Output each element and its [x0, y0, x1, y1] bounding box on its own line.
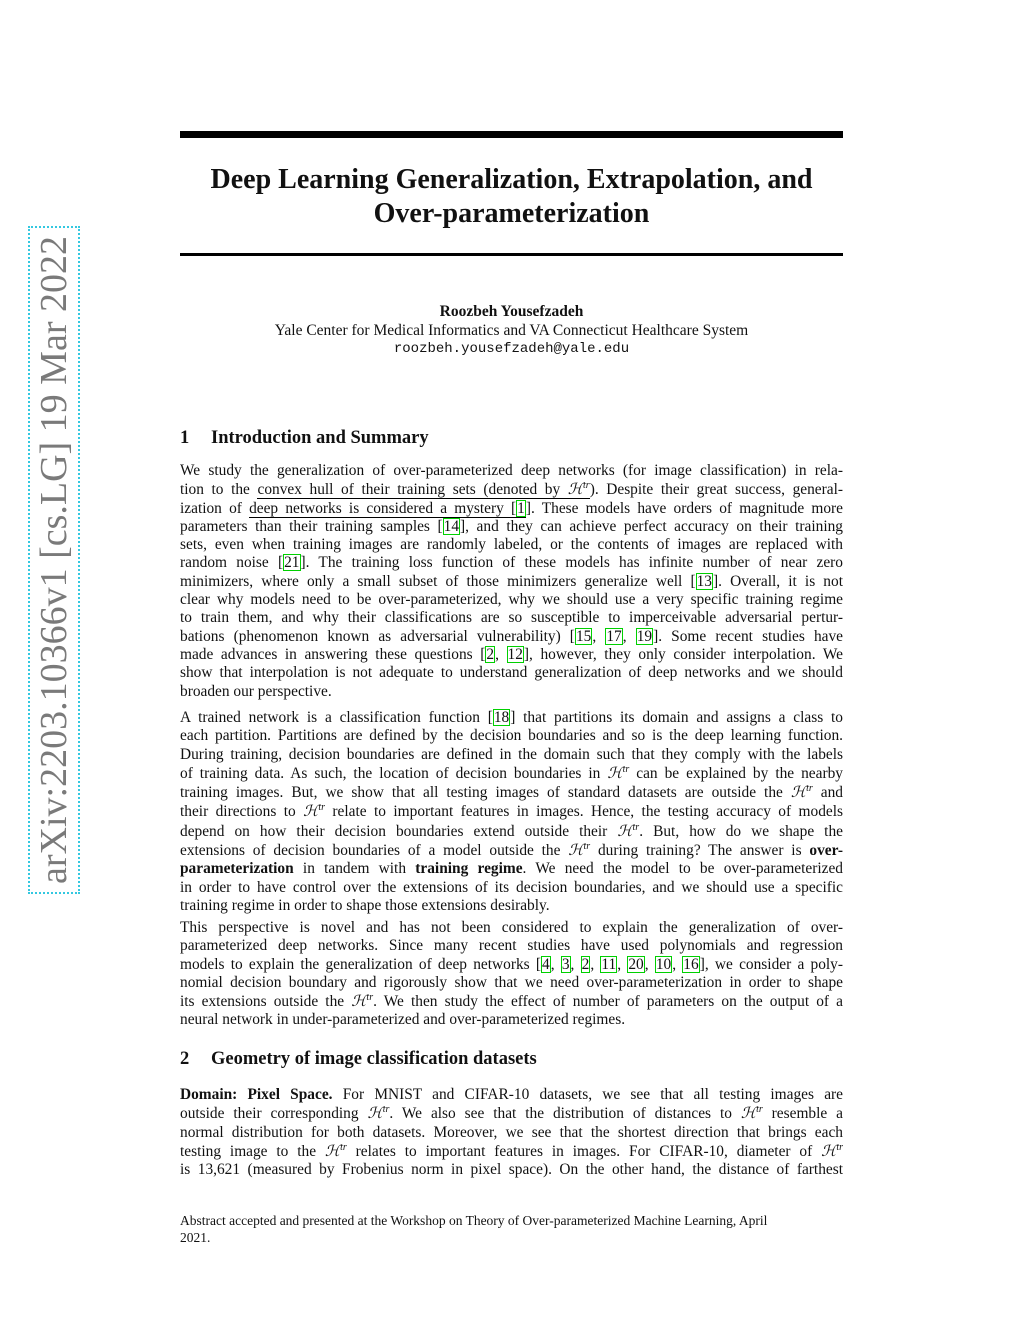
text-line: minimizers, where only a small subset of those minimizers generalize well [13]. Overall, it is not — [180, 572, 843, 590]
text-line: show that interpolation is not adequate to understand generalization of deep networks and we should — [180, 664, 843, 682]
hull-symbol: ℋ — [607, 763, 623, 782]
title-line-2: Over-parameterization — [373, 198, 650, 229]
section-title: Geometry of image classification datasets — [211, 1049, 537, 1069]
text-line: made advances in answering these questions [2, 12], however, they only consider interpolation. We — [180, 645, 843, 663]
text-line: This perspective is novel and has not been considered to explain the generalization of over- — [180, 919, 843, 936]
citation-link[interactable]: 17 — [606, 627, 622, 645]
author-email[interactable]: roozbeh.yousefzadeh@yale.edu — [393, 341, 630, 357]
paper-title — [180, 163, 843, 231]
text-line: training images. But, we show that all testing images of standard datasets are outside the ℋ$^{tr}$ and — [180, 783, 844, 802]
section-number: 2 — [180, 1049, 190, 1069]
author-block — [180, 302, 843, 359]
underlined-phrase: deep networks is considered a mystery [1 — [249, 499, 525, 517]
hull-symbol: ℋ — [568, 841, 584, 860]
citation-link[interactable]: 15 — [575, 627, 592, 645]
hull-symbol: ℋ — [351, 992, 367, 1011]
text-line: outside their corresponding ℋ$^{tr}$. We also see that the distribution of distances to ℋ$^{tr}$ resemble a — [180, 1104, 843, 1123]
citation-link[interactable]: 10 — [655, 955, 672, 973]
underlined-phrase: convex hull of their training sets (denoted by ℋ$^{tr}$ — [257, 480, 590, 499]
citation-link[interactable]: 20 — [628, 955, 644, 973]
text-line: A trained network is a classification function [18] that partitions its domain and assigns a class to — [180, 709, 843, 726]
footnote-line: Abstract accepted and presented at the Workshop on Theory of Over-parameterized Machine Learning, April — [180, 1213, 768, 1228]
hull-symbol: ℋ — [324, 1141, 341, 1160]
citation-link[interactable]: 14 — [443, 517, 460, 535]
citation-link[interactable]: 21 — [284, 554, 300, 572]
text-line: neural network in under-parameterized and over-parameterized regimes. — [180, 1011, 626, 1029]
text-line: nomial decision boundary and rigorously show that we need over-parameterization in order to shape — [180, 973, 843, 991]
text-line: broaden our perspective. — [180, 682, 332, 700]
citation-link[interactable]: 2 — [486, 645, 495, 663]
text-line: sets, even when training images are randomly labeled, or the contents of images are replaced with — [180, 536, 843, 554]
intro-paragraph-3 — [180, 919, 843, 1030]
text-line: random noise [21]. The training loss function of these models has infinite number of near zero — [180, 554, 843, 572]
text-line: normal distribution for both datasets. Moreover, we see that the shortest direction that brings each — [180, 1123, 843, 1141]
text-line: ization of deep networks is considered a mystery [1]. These models have orders of magnitude more — [180, 499, 843, 517]
footnote — [180, 1212, 843, 1246]
citation-group: 15, 17, 19 — [575, 627, 653, 645]
text-line: is 13,621 (measured by Frobenius norm in pixel space). On the other hand, the distance of farthest — [180, 1161, 843, 1179]
citation-link[interactable]: 16 — [683, 955, 699, 973]
hull-symbol: ℋ — [617, 821, 633, 840]
hull-symbol: ℋ — [740, 1104, 757, 1123]
text-line: During training, decision boundaries are defined in the domain such that they comply with the labels — [180, 745, 843, 763]
section-2-heading — [180, 1049, 537, 1070]
citation-link[interactable]: 12 — [507, 645, 523, 663]
citation-group: 2, 12 — [486, 645, 523, 663]
text-line: testing image to the ℋ$^{tr}$ relates to important features in images. For CIFAR-10, diameter of ℋ$^{tr}$ — [180, 1141, 843, 1160]
citation-link[interactable]: 2 — [581, 955, 590, 973]
text-line: training regime in order to shape those extensions desirably. — [180, 896, 550, 914]
citation-link[interactable]: 19 — [636, 627, 653, 645]
text-line: parameterization in tandem with training regime. We need the model to be over-parameterized — [180, 860, 844, 878]
title-bottom-rule — [180, 253, 843, 256]
section-title: Introduction and Summary — [211, 428, 429, 448]
hull-symbol: ℋ — [303, 802, 319, 821]
hull-symbol: ℋ — [790, 783, 807, 802]
section-1-heading — [180, 428, 429, 449]
text-line: parameterized deep networks. Since many recent studies have used polynomials and regression — [180, 937, 843, 955]
text-line: bations (phenomenon known as adversarial vulnerability) [15, 17, 19]. Some recent studies have — [180, 627, 843, 645]
intro-paragraph-1 — [180, 462, 843, 701]
hull-symbol: ℋ — [567, 480, 584, 499]
citation-link[interactable]: 4 — [542, 955, 550, 973]
text-line: tion to the convex hull of their training sets (denoted by ℋ$^{tr}$). Despite their great success, general- — [180, 480, 843, 499]
text-line: clear why models need to be over-parameterized, why we should use a very specific training regime — [180, 591, 843, 609]
section-number: 1 — [180, 428, 190, 448]
text-line: of training data. As such, the location of decision boundaries in ℋ$^{tr}$ can be explained by the nearby — [180, 763, 843, 782]
hull-symbol: ℋ — [821, 1141, 837, 1160]
citation-link[interactable]: 1 — [517, 499, 525, 517]
intro-paragraph-2 — [180, 709, 843, 915]
citation-link[interactable]: 18 — [493, 709, 510, 726]
text-line: models to explain the generalization of deep networks [4, 3, 2, 11, 20, 10, 16], we consider a poly- — [180, 955, 844, 973]
text-line: Domain: Pixel Space. For MNIST and CIFAR-10 datasets, we see that all testing images are — [180, 1086, 843, 1103]
hull-symbol: ℋ — [367, 1104, 383, 1123]
title-top-rule — [180, 131, 843, 138]
footnote-line: 2021. — [180, 1230, 211, 1245]
section-2-paragraph-1 — [180, 1086, 843, 1179]
arxiv-identifier: arXiv:2203.10366v1 [cs.LG] 19 Mar 2022 — [28, 226, 80, 894]
title-line-1: Deep Learning Generalization, Extrapolation, and — [210, 164, 813, 195]
citation-link[interactable]: 11 — [601, 955, 617, 973]
text-line: depend on how their decision boundaries extend outside their ℋ$^{tr}$. But, how do we shape the — [180, 821, 843, 840]
text-line: their directions to ℋ$^{tr}$ relate to important features in images. Hence, the testing accuracy of models — [180, 802, 843, 821]
text-line: its extensions outside the ℋ$^{tr}$. We then study the effect of number of parameters on the output of a — [180, 992, 843, 1011]
text-line: parameters than their training samples [14], and they can achieve perfect accuracy on their training — [180, 517, 843, 535]
text-line: We study the generalization of over-parameterized deep networks (for image classification) in rela- — [180, 462, 843, 479]
citation-link[interactable]: 3 — [561, 955, 570, 973]
text-line: each partition. Partitions are defined by the decision boundaries and so is the deep learning function. — [180, 727, 843, 745]
text-line: in order to have control over the extensions of its decision boundaries, and we should use a specific — [180, 878, 843, 896]
author-affiliation: Yale Center for Medical Informatics and VA Connecticut Healthcare System — [274, 322, 749, 339]
author-name: Roozbeh Yousefzadeh — [439, 303, 584, 320]
citation-group: 4, 3, 2, 11, 20, 10, 16 — [542, 955, 699, 973]
text-line: extensions of decision boundaries of a model outside the ℋ$^{tr}$ during training? The answer is over- — [180, 841, 843, 860]
citation-link[interactable]: 13 — [696, 572, 712, 590]
text-line: to train them, and why their classifications are so susceptible to imperceivable adversarial pertur- — [180, 609, 843, 627]
